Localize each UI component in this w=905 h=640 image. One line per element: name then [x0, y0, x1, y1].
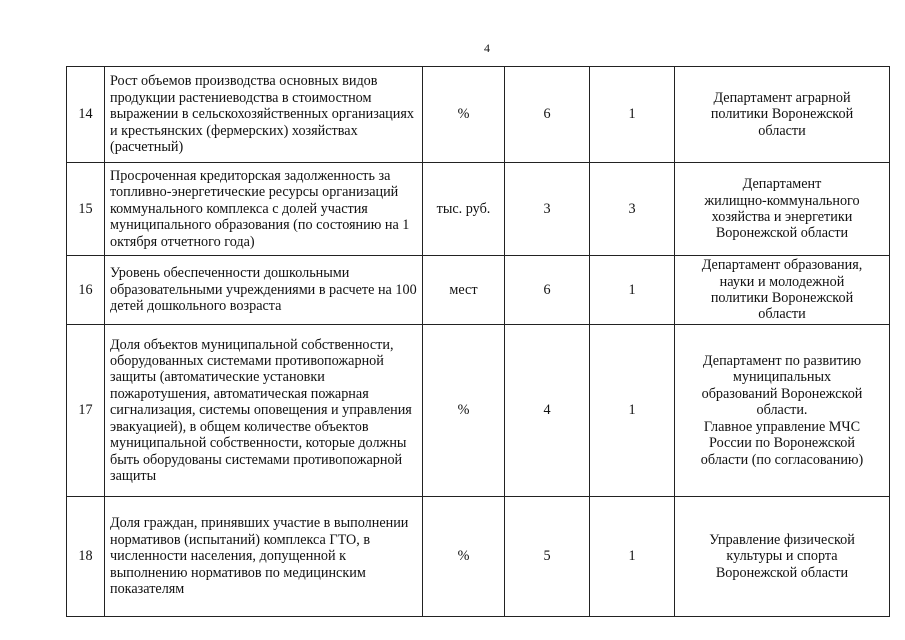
unit-cell: % — [423, 325, 505, 497]
indicator-text: Доля объектов муниципальной собственности, оборудованных системами противопожарной защиты (автоматические установки пожаротушения, автоматическая пожарная сигнализация, системы оповещения и управления эвакуацией), в общем количестве объектов муниципальной собственности, которые должны быть оборудованы системами противопожарной защиты — [105, 325, 423, 497]
department-line: политики Воронежской — [710, 290, 854, 306]
department-line: Главное управление МЧС — [703, 418, 861, 435]
department-line: области — [758, 306, 806, 323]
indicator-text: Рост объемов производства основных видов продукции растениеводства в стоимостном выражении в сельскохозяйственных организациях и крестьянских (фермерских) хозяйствах (расчетный) — [105, 67, 423, 163]
department-line: Департамент аграрной — [713, 89, 851, 106]
row-number: 16 — [67, 256, 105, 325]
value-a-cell: 6 — [505, 256, 590, 325]
indicator-text: Просроченная кредиторская задолженность за топливно-энергетические ресурсы организаций коммунального комплекса с долей участия муниципального образования (по состоянию на 1 октября отчетного года) — [105, 163, 423, 256]
value-a-cell: 5 — [505, 497, 590, 617]
department-line: образований Воронежской — [701, 385, 863, 402]
unit-cell: мест — [423, 256, 505, 325]
department-cell — [675, 325, 890, 497]
value-b-cell: 3 — [590, 163, 675, 256]
row-number: 15 — [67, 163, 105, 256]
row-number: 18 — [67, 497, 105, 617]
value-b-cell: 1 — [590, 256, 675, 325]
row-number: 14 — [67, 67, 105, 163]
department-line: Управление физической — [709, 531, 855, 548]
department-cell — [675, 256, 890, 325]
department-line: Департамент образования, — [701, 257, 863, 274]
table-row — [67, 325, 890, 497]
department-line: Департамент — [742, 176, 822, 193]
department-line: России по Воронежской — [709, 435, 855, 452]
department-line: области — [758, 122, 806, 139]
department-line: науки и молодежной — [719, 273, 845, 290]
page-number: 4 — [484, 41, 490, 55]
table-row — [67, 163, 890, 256]
value-a-cell: 3 — [505, 163, 590, 256]
table-row — [67, 497, 890, 617]
department-line: жилищно-коммунального — [704, 192, 860, 209]
indicators-table — [66, 66, 890, 617]
department-line: хозяйства и энергетики — [711, 209, 853, 225]
value-a-cell: 4 — [505, 325, 590, 497]
department-cell — [675, 497, 890, 617]
department-cell — [675, 163, 890, 256]
department-line: Воронежской области — [715, 225, 849, 242]
indicator-text: Доля граждан, принявших участие в выполнении нормативов (испытаний) комплекса ГТО, в численности населения, допущенной к выполнению нормативов по медицинским показателям — [105, 497, 423, 617]
department-line: Департамент по развитию — [702, 353, 862, 370]
table-row — [67, 67, 890, 163]
department-line: области (по согласованию) — [700, 451, 864, 468]
unit-cell: % — [423, 67, 505, 163]
row-number: 17 — [67, 325, 105, 497]
value-b-cell: 1 — [590, 325, 675, 497]
department-cell — [675, 67, 890, 163]
value-b-cell: 1 — [590, 497, 675, 617]
department-line: политики Воронежской — [710, 106, 854, 123]
department-line: культуры и спорта — [726, 548, 838, 565]
unit-cell: тыс. руб. — [423, 163, 505, 256]
value-a-cell: 6 — [505, 67, 590, 163]
department-line: области. — [756, 402, 808, 419]
unit-cell: % — [423, 497, 505, 617]
department-line: Воронежской области — [715, 564, 849, 581]
indicator-text: Уровень обеспеченности дошкольными образовательными учреждениями в расчете на 100 детей дошкольного возраста — [105, 256, 423, 325]
table-row — [67, 256, 890, 325]
department-line: муниципальных — [732, 369, 832, 386]
value-b-cell: 1 — [590, 67, 675, 163]
